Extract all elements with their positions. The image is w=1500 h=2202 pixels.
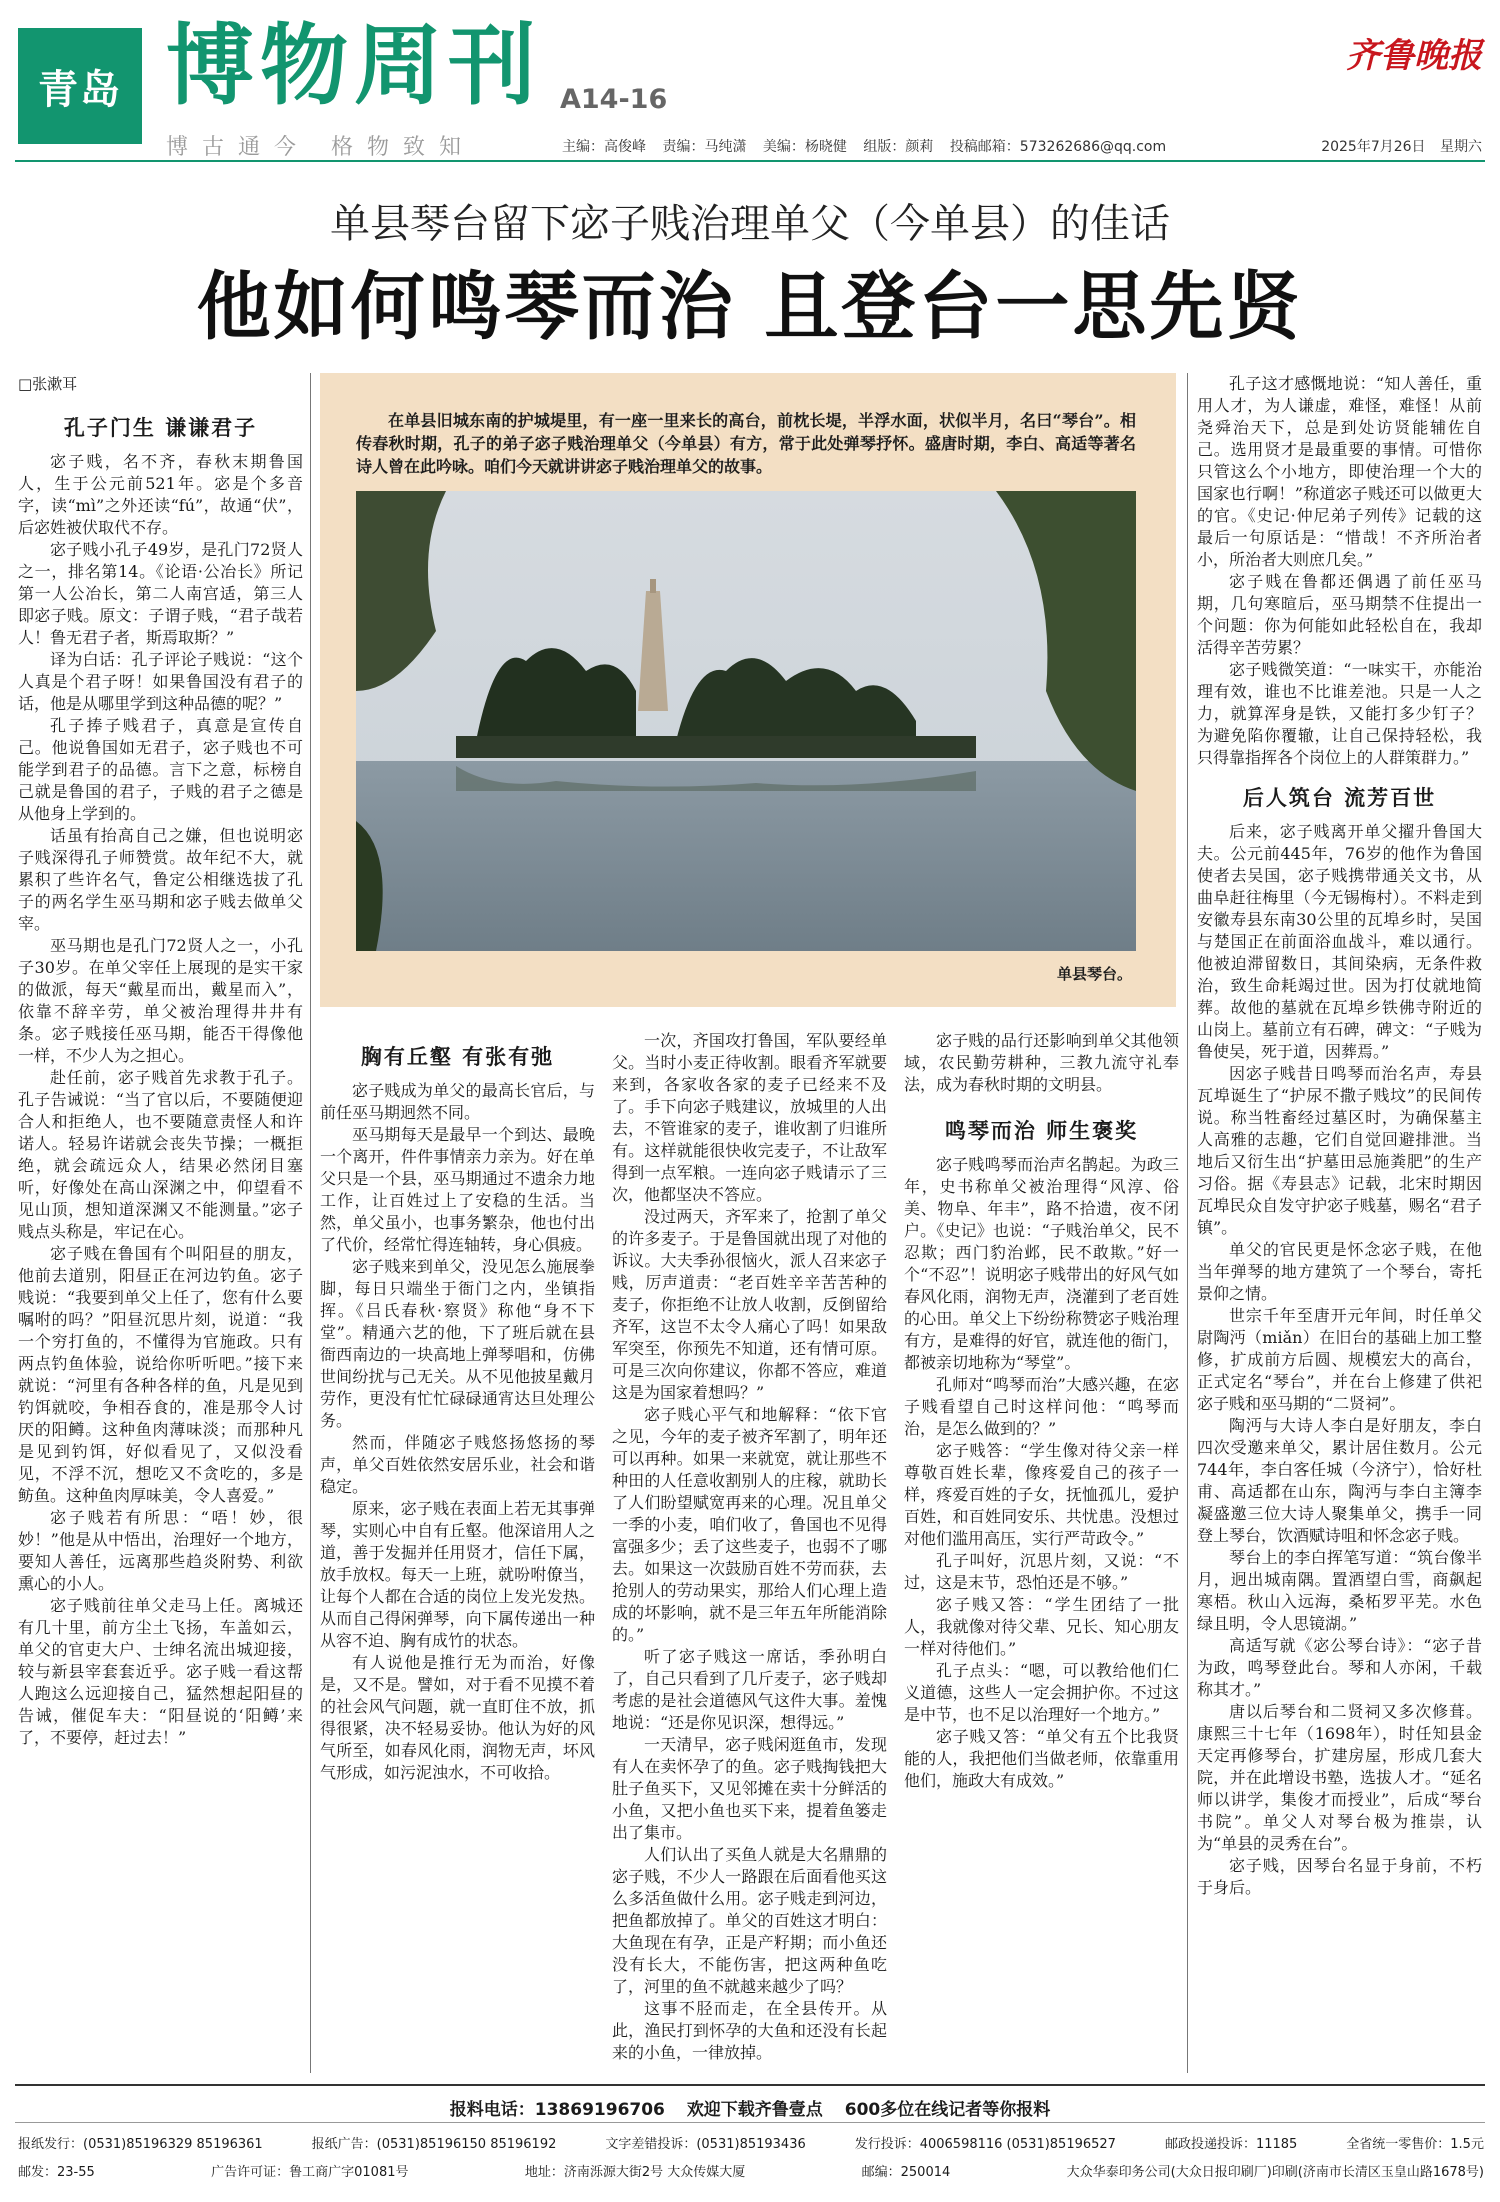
paragraph: 宓子贱鸣琴而治声名鹊起。为政三年，史书称单父被治理得“风淳、俗美、物阜、年丰”，路不拾遗，夜不闭户。《史记》也说：“子贱治单父，民不忍欺；西门豹治邺，民不敢欺。”好一个“不忍”！说明宓子贱带出的好风气如春风化雨，润物无声，浇灌到了老百姓的心田。单父上下纷纷称赞宓子贱治理有方，是难得的好官，就连他的衙门，都被亲切地称为“琴堂”。 bbox=[904, 1155, 1179, 1372]
footer-hotline-bar bbox=[0, 2095, 1500, 2120]
reporters-note: 600多位在线记者等你报料 bbox=[844, 2100, 1051, 2120]
credit-email: 投稿邮箱：573262686@qq.com bbox=[949, 139, 1167, 155]
newspaper-brand: 齐鲁晚报 bbox=[1346, 36, 1482, 76]
byline: □张漱耳 bbox=[18, 375, 78, 393]
page-range: A14-16 bbox=[560, 84, 668, 115]
paragraph: 原来，宓子贱在表面上若无其事弹琴，实则心中自有丘壑。他深谙用人之道，善于发掘并任用贤才，信任下属，放手放权。每天一上班，就吩咐僚当，让每个人都在合适的岗位上发光发热。从而自己得闲弹琴，向下属传递出一种从容不迫、胸有成竹的状态。 bbox=[320, 1499, 595, 1650]
paragraph: 孔师对“鸣琴而治”大感兴趣，在宓子贱看望自己时这样问他：“鸣琴而治，是怎么做到的？” bbox=[904, 1375, 1179, 1438]
section-slogan: 博古通今 格物致知 bbox=[166, 135, 475, 160]
paragraph: 译为白话：孔子评论子贱说：“这个人真是个君子呀！如果鲁国没有君子的话，他是从哪里学到这种品德的呢？” bbox=[18, 650, 303, 713]
footer-item: 报纸广告：(0531)85196150 85196192 bbox=[311, 2137, 557, 2152]
issue-date: 2025年7月26日 bbox=[1321, 139, 1426, 155]
paragraph: 陶沔与大诗人李白是好朋友，李白四次受邀来单父，累计居住数月。公元744年，李白客任城（今济宁），恰好杜甫、高适都在山东，陶沔与李白主簿李凝盛邀三位大诗人聚集单父，携手一同登上琴台，饮酒赋诗咀和怀念宓子贱。 bbox=[1197, 1416, 1482, 1545]
paragraph: 宓子贱前往单父走马上任。离城还有几十里，前方尘土飞扬，车盖如云，单父的官吏大户、士绅名流出城迎接，较与新县宰套套近乎。宓子贱一看这帮人跑这么远迎接自己，猛然想起阳昼的告诫，催促车夫：“阳昼说的‘阳鳟’来了，不要停，赶过去！” bbox=[18, 1596, 303, 1747]
paragraph: 宓子贱又答：“学生团结了一批人，我就像对待父辈、兄长、知心朋友一样对待他们。” bbox=[904, 1595, 1179, 1658]
credit-layout: 组版：颜莉 bbox=[863, 139, 934, 155]
footer-item: 邮发：23-55 bbox=[18, 2165, 95, 2180]
paragraph: 巫马期也是孔门72贤人之一，小孔子30岁。在单父宰任上展现的是实干家的做派，每天“戴星而出，戴星而入”，依靠不辞辛劳，单父被治理得井井有条。宓子贱接任巫马期，能否干得像他一样，不少人为之担心。 bbox=[18, 936, 303, 1065]
paragraph: 宓子贱在鲁都还偶遇了前任巫马期，几句寒暄后，巫马期禁不住提出一个问题：你为何能如此轻松自在，我却活得辛苦劳累？ bbox=[1197, 572, 1482, 657]
paragraph: 世宗千年至唐开元年间，时任单父尉陶沔（miǎn）在旧台的基础上加工整修，扩成前方后圆、规模宏大的高台，正式定名“琴台”，并在台上修建了供祀宓子贱和巫马期的“二贤祠”。 bbox=[1197, 1306, 1482, 1413]
column-divider bbox=[310, 373, 311, 2073]
column-4 bbox=[904, 1030, 1179, 1792]
footer-item: 邮编：250014 bbox=[861, 2165, 951, 2180]
footer-item: 文字差错投诉：(0531)85193436 bbox=[605, 2137, 806, 2152]
logo: 青岛 bbox=[18, 28, 142, 144]
paragraph: 宓子贱在鲁国有个叫阳昼的朋友，他前去道别，阳昼正在河边钓鱼。宓子贱说：“我要到单父上任了，您有什么要嘱咐的吗？”阳昼沉思片刻，说道：“我一个穷打鱼的，不懂得为官施政。只有两点钓鱼体验，说给你听听吧。”接下来就说：“河里有各种各样的鱼，凡是见到钓饵就咬，争相吞食的，准是那令人讨厌的阳鳟。这种鱼肉薄味淡；而那种凡是见到钓饵，好似看见了，又似没看见，不浮不沉，想吃又不贪吃的，多是鲂鱼。这种鱼肉厚味美，令人喜爱。” bbox=[18, 1244, 303, 1505]
download-app: 欢迎下载齐鲁壹点 bbox=[686, 2100, 823, 2120]
paragraph: 话虽有抬高自己之嫌，但也说明宓子贱深得孔子师赞赏。故年纪不大，就累积了些许名气，鲁定公相继选拔了孔子的两名学生巫马期和宓子贱去做单父宰。 bbox=[18, 826, 303, 933]
qintai-photo bbox=[356, 491, 1136, 951]
credit-editor: 责编：马纯潇 bbox=[662, 139, 747, 155]
header-divider bbox=[15, 160, 1485, 162]
footer-item: 大众华泰印务公司(大众日报印刷厂)印刷(济南市长清区玉皇山路1678号) bbox=[1066, 2165, 1484, 2180]
paragraph: 因宓子贱昔日鸣琴而治名声，寿县瓦埠诞生了“护尿不撒子贱坟”的民间传说。称当牲畜经过墓区时，为确保墓主人高雅的志趣，它们自觉回避排泄。当地后又衍生出“护墓田忌施粪肥”的生产习俗。据《寿县志》记载，北宋时期因瓦埠民众自发守护宓子贱墓，赐名“君子镇”。 bbox=[1197, 1064, 1482, 1237]
paragraph: 巫马期每天是最早一个到达、最晚一个离开，件件事情亲力亲为。好在单父只是一个县，巫马期通过不遗余力地工作，让百姓过上了安稳的生活。当然，单父虽小，也事务繁杂，他也付出了代价，经常忙得连轴转，身心俱疲。 bbox=[320, 1125, 595, 1254]
footer-contacts bbox=[18, 2133, 1484, 2152]
article-subtitle: 单县琴台留下宓子贱治理单父（今单县）的佳话 bbox=[330, 201, 1170, 247]
footer-item: 邮政投递投诉：11185 bbox=[1164, 2137, 1298, 2152]
paragraph: 宓子贱来到单父，没见怎么施展拳脚，每日只端坐于衙门之内，坐镇指挥。《吕氏春秋·察贤》称他“身不下堂”。精通六艺的他，下了班后就在县衙西南边的一块高地上弹琴唱和，仿佛世间纷扰与己无关。从不见他披星戴月劳作，更没有忙忙碌碌通宵达旦处理公务。 bbox=[320, 1257, 595, 1430]
paragraph: 宓子贱，名不齐，春秋末期鲁国人，生于公元前521年。宓是个多音字，读“mì”之外还读“fú”，故通“伏”，后宓姓被伏取代不存。 bbox=[18, 452, 303, 537]
column-3 bbox=[612, 1030, 887, 2064]
paragraph: 琴台上的李白挥笔写道：“筑台像半月，迥出城南隅。置酒望白雪，商飙起寒梧。秋山入远海，桑柘罗平芜。水色绿且明，令人思镜湖。” bbox=[1197, 1548, 1482, 1633]
photo-caption: 单县琴台。 bbox=[1056, 965, 1132, 983]
paragraph: 赴任前，宓子贱首先求教于孔子。孔子告诫说：“当了官以后，不要随便迎合人和拒绝人，也不要随意责怪人和许诺人。轻易许诺就会丧失节操；一概拒绝，就会疏远众人，结果必然闭目塞听，好像处在高山深渊之中，仰望看不见山顶，想知道深渊又不能测量。”宓子贱点头称是，牢记在心。 bbox=[18, 1068, 303, 1241]
paragraph: 宓子贱若有所思：“唔！妙，很妙！”他是从中悟出，治理好一个地方，要知人善任，远离那些趋炎附势、利欲熏心的小人。 bbox=[18, 1508, 303, 1593]
paragraph: 宓子贱，因琴台名显于身前，不朽于身后。 bbox=[1197, 1856, 1482, 1897]
paragraph: 宓子贱小孔子49岁，是孔门72贤人之一，排名第14。《论语·公冶长》所记第一人公冶长，第二人南宫适，第三人即宓子贱。原文：子谓子贱，“君子哉若人！鲁无君子者，斯焉取斯？” bbox=[18, 540, 303, 647]
paragraph: 孔子点头：“嗯，可以教给他们仁义道德，这些人一定会拥护你。不过这是中节，也不足以治理好一个地方。” bbox=[904, 1661, 1179, 1724]
credit-designer: 美编：杨晓健 bbox=[762, 139, 847, 155]
paragraph: 这事不胫而走，在全县传开。从此，渔民打到怀孕的大鱼和还没有长起来的小鱼，一律放掉。 bbox=[612, 1999, 887, 2062]
footer-divider bbox=[15, 2084, 1485, 2086]
paragraph: 孔子叫好，沉思片刻，又说：“不过，这是末节，恐怕还是不够。” bbox=[904, 1551, 1179, 1592]
article-headline: 他如何鸣琴而治 且登台一思先贤 bbox=[196, 264, 1304, 350]
paragraph: 宓子贱答：“学生像对待父亲一样尊敬百姓长辈，像疼爱自己的孩子一样，疼爱百姓的子女，抚恤孤儿，爱护百姓，和百姓同安乐、共忧患。没想过对他们滥用高压，实行严苛政令。” bbox=[904, 1441, 1179, 1548]
staff-credits bbox=[562, 136, 1178, 156]
column-2 bbox=[320, 1040, 595, 1784]
paragraph: 听了宓子贱这一席话，季孙明白了，自己只看到了几斤麦子，宓子贱却考虑的是社会道德风气这件大事。羞愧地说：“还是你见识深，想得远。” bbox=[612, 1647, 887, 1732]
footer-item: 广告许可证：鲁工商广字01081号 bbox=[211, 2165, 409, 2180]
paragraph: 后来，宓子贱离开单父擢升鲁国大夫。公元前445年，76岁的他作为鲁国使者去吴国，宓子贱携带通关文书，从曲阜赶往梅里（今无锡梅村）。不料走到安徽寿县东南30公里的瓦埠乡时，吴国与楚国正在前面浴血战斗，难以通行。他被迫滞留数日，其间染病，无条件救治，致生命耗竭过世。因为打仗就地简葬。故他的墓就在瓦埠乡铁佛寺附近的山岗上。墓前立有石碑，碑文：“子贱为鲁使吴，死于道，因葬焉。” bbox=[1197, 822, 1482, 1061]
paragraph: 宓子贱微笑道：“一味实干，亦能治理有效，谁也不比谁差池。只是一人之力，就算浑身是铁，又能打多少钉子？为避免陷你覆辙，让自己保持轻松，我只得靠指挥各个岗位上的人群策群力。” bbox=[1197, 660, 1482, 767]
paragraph: 一天清早，宓子贱闲逛鱼市，发现有人在卖怀孕了的鱼。宓子贱掏钱把大肚子鱼买下，又见邻摊在卖十分鲜活的小鱼，又把小鱼也买下来，提着鱼篓走出了集市。 bbox=[612, 1735, 887, 1842]
paragraph: 宓子贱的品行还影响到单父其他领域，农民勤劳耕种，三教九流守礼奉法，成为春秋时期的文明县。 bbox=[904, 1031, 1179, 1094]
masthead-area bbox=[0, 0, 1500, 165]
issue-weekday: 星期六 bbox=[1440, 139, 1482, 155]
paragraph: 单父的官民更是怀念宓子贱，在他当年弹琴的地方建筑了一个琴台，寄托景仰之情。 bbox=[1197, 1240, 1482, 1303]
footer-divider bbox=[15, 2122, 1485, 2123]
paragraph: 没过两天，齐军来了，抢割了单父的许多麦子。于是鲁国就出现了对他的诉议。大夫季孙很恼火，派人召来宓子贱，厉声道责：“老百姓辛辛苦苦种的麦子，你拒绝不让放人收割，反倒留给齐军，这岂不太令人痛心了吗！如果敌军突至，你预先不知道，还有情可原。可是三次向你建议，你都不答应，难道这是为国家着想吗？” bbox=[612, 1207, 887, 1402]
article-lead: 在单县旧城东南的护城堤里，有一座一里来长的高台，前枕长堤，半浮水面，状似半月，名曰“琴台”。相传春秋时期，孔子的弟子宓子贱治理单父（今单县）有方，常于此处弹琴抒怀。盛唐时期，李白、高适等著名诗人曾在此吟咏。咱们今天就讲讲宓子贱治理单父的故事。 bbox=[356, 411, 1136, 476]
paragraph: 人们认出了买鱼人就是大名鼎鼎的宓子贱，不少人一路跟在后面看他买这么多活鱼做什么用。宓子贱走到河边，把鱼都放掉了。单父的百姓这才明白：大鱼现在有孕，正是产籽期；而小鱼还没有长大，不能伤害，把这两种鱼吃了，河里的鱼不就越来越少了吗？ bbox=[612, 1845, 887, 1996]
feature-photo-box bbox=[320, 373, 1176, 1007]
footer-item: 发行投诉：4006598116 (0531)85196527 bbox=[854, 2137, 1116, 2152]
footer-item: 地址：济南泺源大街2号 大众传媒大厦 bbox=[524, 2165, 746, 2180]
paragraph: 有人说他是推行无为而治，好像是，又不是。譬如，对于看不见摸不着的社会风气问题，就一直盯住不放，抓得很紧，决不轻易妥协。他认为好的风气所至，如春风化雨，润物无声，坏风气形成，如污泥浊水，不可收拾。 bbox=[320, 1653, 595, 1782]
paragraph: 宓子贱又答：“单父有五个比我贤能的人，我把他们当做老师，依靠重用他们，施政大有成效。” bbox=[904, 1727, 1179, 1790]
footer-item: 报纸发行：(0531)85196329 85196361 bbox=[18, 2137, 263, 2152]
hotline: 报料电话：13869196706 bbox=[449, 2100, 665, 2120]
section-heading-3: 鸣琴而治 师生褒奖 bbox=[944, 1119, 1139, 1143]
section-heading-2: 胸有丘壑 有张有弛 bbox=[360, 1045, 555, 1069]
paragraph: 高适写就《宓公琴台诗》：“宓子昔为政，鸣琴登此台。琴和人亦闲，千载称其才。” bbox=[1197, 1636, 1482, 1699]
paragraph: 宓子贱心平气和地解释：“依下官之见，今年的麦子被齐军割了，明年还可以再种。如果一来就宽，就让那些不种田的人任意收割别人的庄稼，就助长了人们盼望赋宽再来的心理。况且单父一季的小麦，咱们收了，鲁国也不见得富强多少；丢了这些麦子，也弱不了哪去。如果这一次鼓励百姓不劳而获，去抢别人的劳动果实，那给人们心理上造成的坏影响，就不是三年五年所能消除的。” bbox=[612, 1405, 887, 1644]
paragraph: 唐以后琴台和二贤祠又多次修葺。康熙三十七年（1698年），时任知县金天定再修琴台，扩建房屋，形成几套大院，并在此增设书塾，选拔人才。“延名师以讲学，集俊才而授业”，后成“琴台书院”。单父人对琴台极为推崇，认为“单县的灵秀在台”。 bbox=[1197, 1702, 1482, 1853]
section-heading-4: 后人筑台 流芳百世 bbox=[1242, 786, 1437, 810]
credit-editor-chief: 主编：高俊峰 bbox=[562, 139, 646, 155]
footer-item: 全省统一零售价：1.5元 bbox=[1346, 2137, 1484, 2152]
column-1 bbox=[18, 373, 303, 1749]
column-5 bbox=[1197, 373, 1482, 1899]
paragraph: 宓子贱成为单父的最高长官后，与前任巫马期迥然不同。 bbox=[320, 1081, 595, 1122]
dateline bbox=[1311, 136, 1482, 156]
footer-address bbox=[18, 2161, 1484, 2180]
column-divider bbox=[1187, 373, 1188, 2073]
section-title: 博物周刊 bbox=[166, 14, 543, 117]
section-heading-1: 孔子门生 谦谦君子 bbox=[63, 416, 258, 440]
paragraph: 孔子捧子贱君子，真意是宣传自己。他说鲁国如无君子，宓子贱也不可能学到君子的品德。言下之意，标榜自己就是鲁国的君子，子贱的君子之德是从他身上学到的。 bbox=[18, 716, 303, 823]
paragraph: 孔子这才感慨地说：“知人善任，重用人才，为人谦虚，难怪，难怪！从前尧舜治天下，总是到处访贤能辅佐自己。选用贤才是最重要的事情。可惜你只管这么个小地方，即使治理一个大的国家也行啊！”称道宓子贱还可以做更大的官。《史记·仲尼弟子列传》记载的这最后一句原话是：“惜哉！不齐所治者小，所治者大则庶几矣。” bbox=[1197, 374, 1482, 569]
paragraph: 然而，伴随宓子贱悠扬悠扬的琴声，单父百姓依然安居乐业，社会和谐稳定。 bbox=[320, 1433, 595, 1496]
paragraph: 一次，齐国攻打鲁国，军队要经单父。当时小麦正待收割。眼看齐军就要来到，各家收各家的麦子已经来不及了。手下向宓子贱建议，放城里的人出去，不管谁家的麦子，谁收割了归谁所有。这样就能很快收完麦子，不让敌军得到一点军粮。一连向宓子贱请示了三次，他都坚决不答应。 bbox=[612, 1031, 887, 1204]
